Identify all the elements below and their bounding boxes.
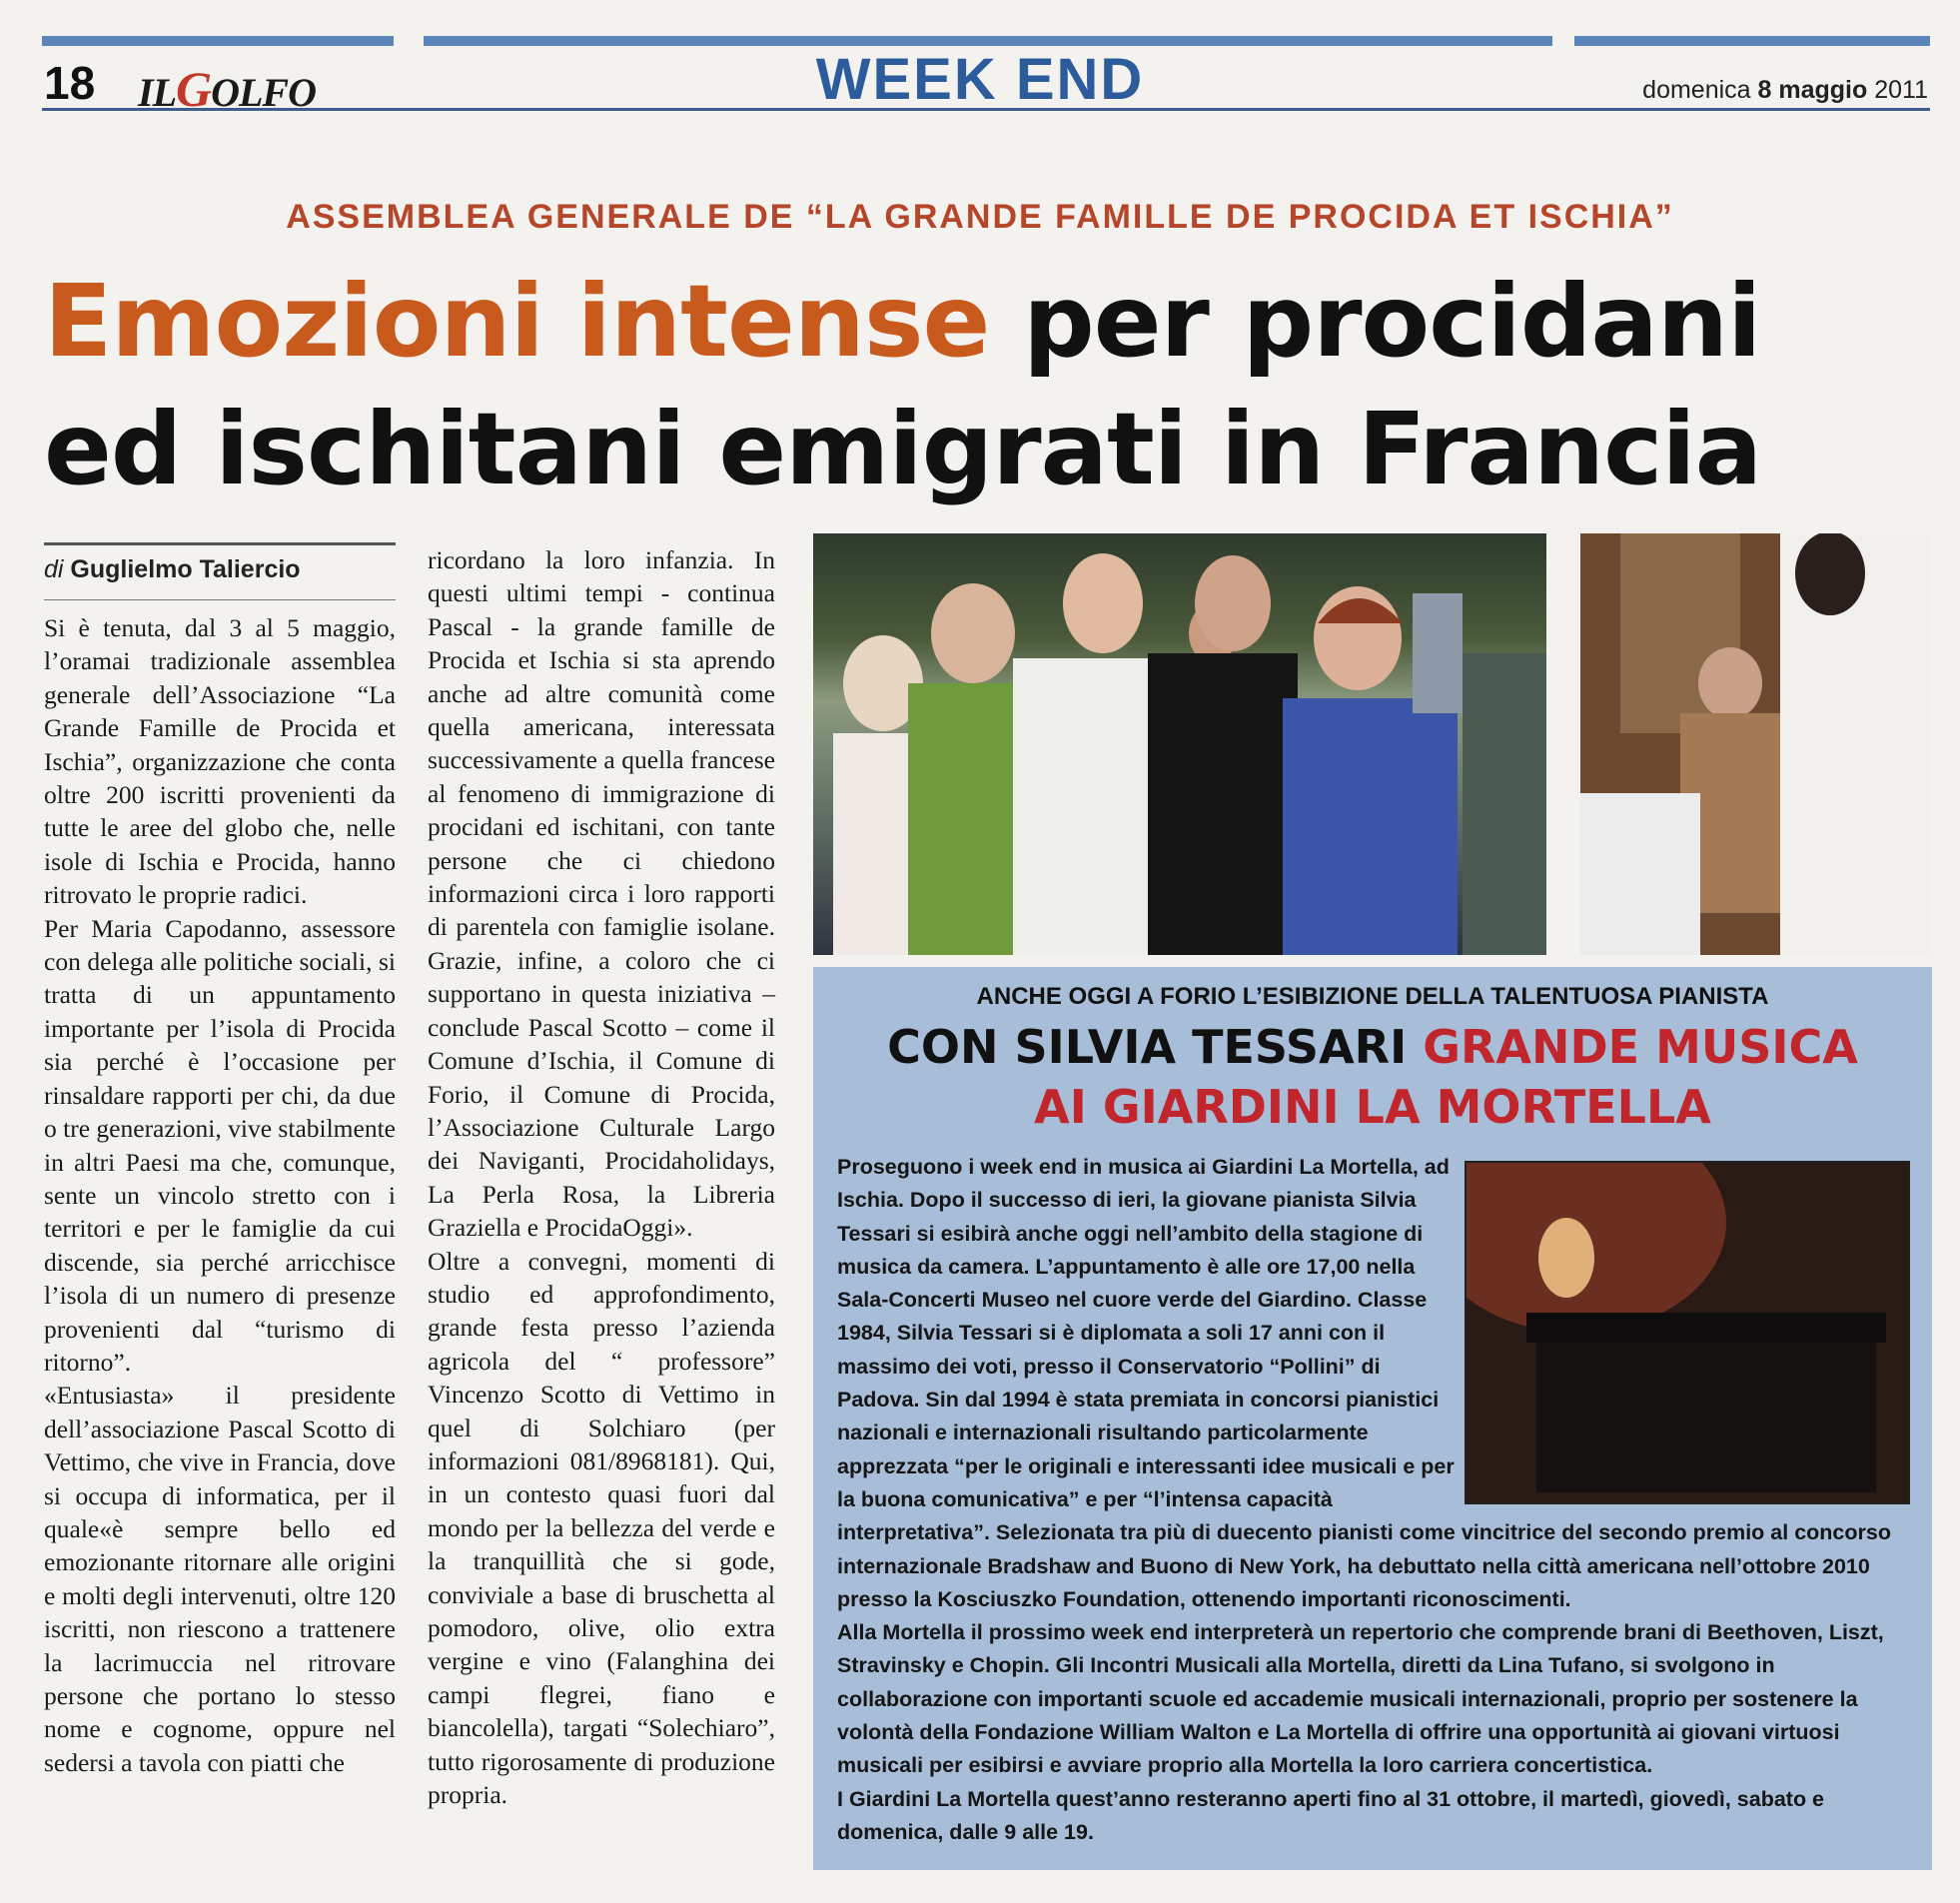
headline-rest: per procidani bbox=[989, 263, 1761, 380]
paragraph: Per Maria Capodanno, assessore con delega alle politiche sociali, si tratta di un appuntamento importante per l’isola di Procida sia perché è l’occasione per rinsaldare rapporti per chi, da due o tre generazioni, vive stabilmente in altri Paesi ma che, comunque, sente un vincolo stretto con i territori e per le famiglie da cui discende, sia perché arricchisce l’isola di un numero di presenze provenienti dal “turismo di ritorno”. bbox=[44, 913, 396, 1377]
event-photo-illustration bbox=[1580, 533, 1932, 955]
article-column-2 bbox=[428, 543, 775, 1892]
event-photo bbox=[1580, 533, 1932, 955]
article-kicker: ASSEMBLEA GENERALE DE “LA GRANDE FAMILLE DE PROCIDA ET ISCHIA” bbox=[286, 198, 1674, 236]
group-photo bbox=[813, 533, 1546, 955]
article-column-1 bbox=[44, 611, 396, 1890]
header-rule-left bbox=[42, 36, 394, 46]
group-photo-illustration bbox=[813, 533, 1546, 955]
paragraph: Oltre a convegni, momenti di studio ed approfondimento, grande festa presso l’azienda agricola del “ professore” Vincenzo Scotto di Vettimo in quel di Solchiaro (per informazioni 081/8968181). Qui, in un contesto quasi fuori dal mondo per la bellezza del verde e la tranquillità che si gode, conviviale a base di bruschetta al pomodoro, olive, olio extra vergine e vino (Falanghina dei campi flegrei, fiano e biancolella), targati “Solechiaro”, tutto rigorosamente di produzione propria. bbox=[428, 1246, 775, 1810]
byline-rule bbox=[44, 542, 396, 545]
paragraph: ricordano la loro infanzia. In questi ultimi tempi - continua Pascal - la grande famille de Procida et Ischia si sta aprendo anche ad altre comunità come quella americana, interessata successivamente a quella francese al fenomeno di immigrazione di procidani ed ischitani, con tante persone che ci chiedono informazioni circa i loro rapporti di parentela con famiglie isolane. Grazie, infine, a coloro che ci supportano in questa iniziativa – conclude Pascal Scotto – come il Comune d’Ischia, il Comune di Forio, il Comune di Procida, l’Associazione Culturale Largo dei Naviganti, Procidaholidays, La Perla Rosa, la Libreria Graziella e ProcidaOggi». bbox=[428, 545, 775, 1243]
box-paragraph: I Giardini La Mortella quest’anno resteranno aperti fino al 31 ottobre, il martedì, giovedì, sabato e domenica, dalle 9 alle 19. bbox=[837, 1786, 1825, 1844]
box-kicker: ANCHE OGGI A FORIO L’ESIBIZIONE DELLA TALENTUOSA PIANISTA bbox=[976, 983, 1769, 1010]
header-rule-right bbox=[1574, 36, 1930, 46]
music-box bbox=[813, 967, 1932, 1870]
byline-underline bbox=[44, 599, 396, 600]
article-headline bbox=[44, 258, 1761, 513]
issue-date: domenica 8 maggio 2011 bbox=[1642, 76, 1928, 104]
box-text bbox=[837, 1151, 1916, 1849]
box-title: CON SILVIA TESSARI GRANDE MUSICA AI GIARDINI LA MORTELLA bbox=[887, 1020, 1858, 1134]
headline-line2: ed ischitani emigrati in Francia bbox=[44, 391, 1762, 507]
paragraph: Si è tenuta, dal 3 al 5 maggio, l’oramai tradizionale assemblea generale dell’Associazione “La Grande Famille de Procida et Ischia”, organizzazione che conta oltre 200 iscritti provenienti da tutte le aree del globo che, nelle isole di Ischia e Procida, hanno ritrovato le proprie radici. bbox=[44, 613, 396, 910]
box-paragraph: Proseguono i week end in musica ai Giardini La Mortella, ad Ischia. Dopo il successo di ieri, la giovane pianista Silvia Tessari si esibirà anche oggi nell’ambito della stagione di musica da camera. L’appuntamento è alle ore 17,00 nella Sala-Concerti Museo nel cuore verde del Giardino. Classe 1984, Silvia Tessari si è diplomata a soli 17 anni con il massimo dei voti, presso il Conservatorio “Pollini” di Padova. Sin dal 1994 è stata premiata in concorsi pianistici nazionali e internazionali risultando particolarmente apprezzata “per le originali e interessanti idee musicali e per la buona comunicativa” e per “l’intensa capacità interpretativa”. Selezionata tra più di duecento pianisti come vincitrice del secondo premio al concorso internazionale Bradshaw and Buono di New York, ha debuttato nella città americana nell’ottobre 2010 presso la Kosciuszko Foundation, ottenendo importanti riconoscimenti. bbox=[837, 1155, 1891, 1611]
section-title: WEEK END bbox=[815, 47, 1145, 112]
box-paragraph: Alla Mortella il prossimo week end interpreterà un repertorio che comprende brani di Beethoven, Liszt, Stravinsky e Chopin. Gli Incontri Musicali alla Mortella, diretti da Lina Tufano, si svolgono in collaborazione con importanti scuole ed accademie musicali internazionali, proprio per sostenere la volontà della Fondazione William Walton e La Mortella di offrire una opportunità ai giovani virtuosi musicali per esibirsi e avviare proprio alla Mortella la loro carriera concertistica. bbox=[837, 1620, 1884, 1778]
headline-highlight: Emozioni intense bbox=[44, 263, 990, 380]
paragraph: «Entusiasta» il presidente dell’associazione Pascal Scotto di Vettimo, che vive in Francia, dove si occupa di informatica, per il quale«è sempre bello ed emozionante ritornare alle origini e molti degli intervenuti, oltre 120 iscritti, non riescono a trattenere la lacrimuccia nel ritrovare persone che portano lo stesso nome e cognome, oppure nel sedersi a tavola con piatti che bbox=[44, 1381, 396, 1777]
newspaper-logo: ILGOLFO bbox=[138, 61, 316, 117]
page-number: 18 bbox=[44, 57, 96, 109]
byline: di Guglielmo Taliercio bbox=[44, 555, 301, 583]
header-rule-center bbox=[424, 36, 1552, 46]
